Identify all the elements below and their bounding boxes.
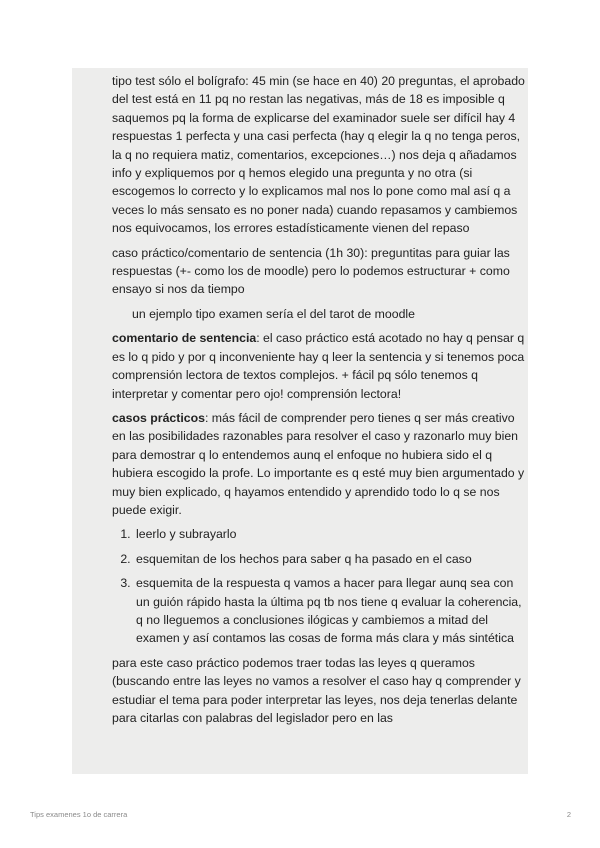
footer-page-number: 2 <box>566 810 571 819</box>
text-comentario-sentencia: : el caso práctico está acotado no hay q pensar q es lo q pido y por q inconveniente hay q leer la sentencia y si tenemos poca comprensión lectora de textos complejos. + fácil pq sólo tenemos q interpretar y comentar pero ojo! comprensión lectora! <box>112 331 525 401</box>
steps-list <box>112 525 530 647</box>
list-item: 2. esquemitan de los hechos para saber q ha pasado en el caso <box>134 550 530 568</box>
paragraph-leyes: para este caso práctico podemos traer todas las leyes q queramos (buscando entre las leyes no vamos a resolver el caso hay q comprender y estudiar el tema para poder interpretar las leyes, nos deja tenerlas delante para citarlas con palabras del legislador pero en las <box>112 655 521 725</box>
paragraph-comentario-sentencia <box>112 329 530 403</box>
paragraph-casos-practicos <box>112 409 530 519</box>
paragraph-tipo-test: tipo test sólo el bolígrafo: 45 min (se hace en 40) 20 preguntas, el aprobado del test está en 11 pq no restan las negativas, más de 18 es imposible q saquemos pq la forma de explicarse del examinador suele ser difícil hay 4 respuestas 1 perfecta y una casi perfecta (hay q elegir la q no tenga peros, la q no requiera matiz, comentarios, excepciones…) nos deja q añadamos info y expliquemos por q hemos elegido una pregunta y no otra (si escogemos lo correcto y lo explicamos mal nos lo pone como mal así q a veces lo más sensato es no poner nada) cuando repasamos y cambiemos nos equivocamos, los errores estadísticamente vienen del repaso <box>112 74 525 236</box>
list-item: 1. leerlo y subrayarlo <box>134 525 530 543</box>
footer-doc-title: Tips examenes 1o de carrera <box>30 810 128 819</box>
list-item: 3. esquemita de la respuesta q vamos a hacer para llegar aunq sea con un guión rápido hasta la última pq tb nos tiene q evaluar la coherencia, q no lleguemos a conclusiones ilógicas y cambiemos a mitad del examen y así contamos las cosas de forma más clara y más sintética <box>134 574 530 648</box>
paragraph-caso-practico: caso práctico/comentario de sentencia (1h 30): preguntitas para guiar las respuestas (+- como los de moodle) pero lo podemos estructurar + como ensayo si nos da tiempo <box>112 245 510 297</box>
document-body <box>112 72 530 733</box>
text-casos-practicos: : más fácil de comprender pero tienes q ser más creativo en las posibilidades razonables para resolver el caso y razonarlo muy bien para demostrar q lo entendemos aunq el enfoque no hubiera sido el q hubiera escogido la profe. Lo importante es q esté muy bien argumentado y muy bien explicado, q hayamos entendido y aprendido todo lo q se nos puede exigir. <box>112 410 525 517</box>
term-comentario-sentencia: comentario de sentencia <box>112 331 257 346</box>
term-casos-practicos: casos prácticos <box>112 410 205 425</box>
paragraph-ejemplo: un ejemplo tipo examen sería el del tarot de moodle <box>132 306 415 321</box>
